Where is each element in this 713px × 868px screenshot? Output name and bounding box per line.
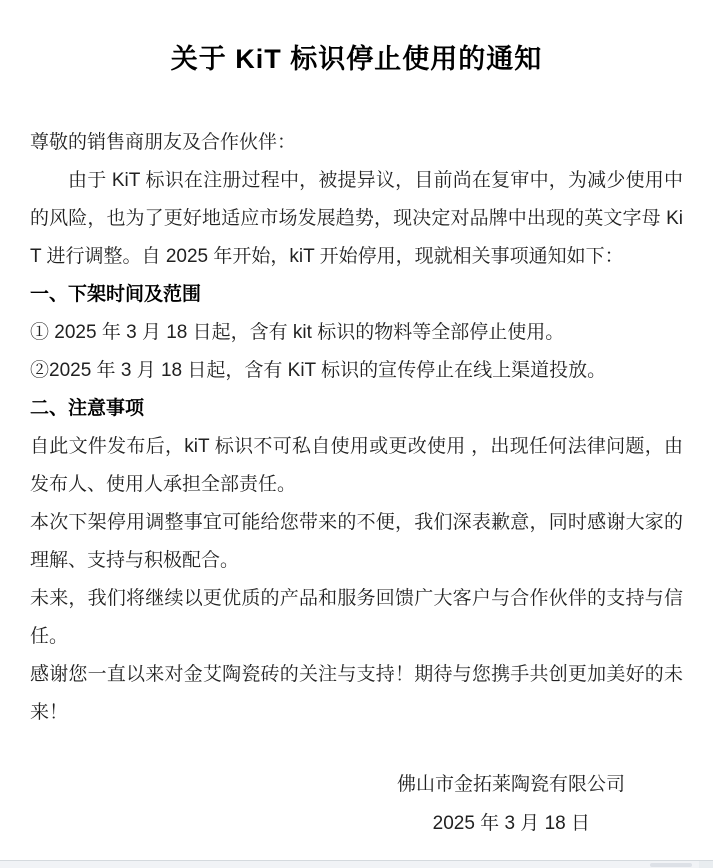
section2-paragraph-3: 未来，我们将继续以更优质的产品和服务回馈广大客户与合作伙伴的支持与信任。 [30,588,683,647]
section1-heading: 一、下架时间及范围 [30,284,202,305]
scrollbar-corner [699,861,713,868]
horizontal-scrollbar[interactable] [0,860,713,868]
company-name: 佛山市金拓莱陶瓷有限公司 [396,774,625,795]
notice-date: 2025 年 3 月 18 日 [432,813,590,834]
scrollbar-thumb[interactable] [650,863,692,867]
section2-paragraph-4: 感谢您一直以来对金艾陶瓷砖的关注与支持！期待与您携手共创更加美好的未来！ [30,664,683,723]
document-title: 关于 KiT 标识停止使用的通知 [170,44,543,74]
salutation: 尊敬的销售商朋友及合作伙伴： [30,132,297,153]
section2-paragraph-2: 本次下架停用调整事宜可能给您带来的不便，我们深表歉意，同时感谢大家的理解、支持与积极配合。 [30,512,683,571]
section2-heading: 二、注意事项 [30,398,145,419]
section1-item-1: ① 2025 年 3 月 18 日起，含有 kit 标识的物料等全部停止使用。 [30,322,565,343]
signature-block [30,766,683,844]
section1-item-2: ②2025 年 3 月 18 日起，含有 KiT 标识的宣传停止在线上渠道投放。 [30,360,607,381]
section2-paragraph-1: 自此文件发布后，kiT 标识不可私自使用或更改使用 ，出现任何法律问题，由发布人、使用人承担全部责任。 [30,436,683,495]
intro-paragraph: 由于 KiT 标识在注册过程中，被提异议，目前尚在复审中，为减少使用中的风险，也为了更好地适应市场发展趋势，现决定对品牌中出现的英文字母 KiT 进行调整。自 2025 年开始，kiT 开始停用，现就相关事项通知如下： [30,170,683,267]
